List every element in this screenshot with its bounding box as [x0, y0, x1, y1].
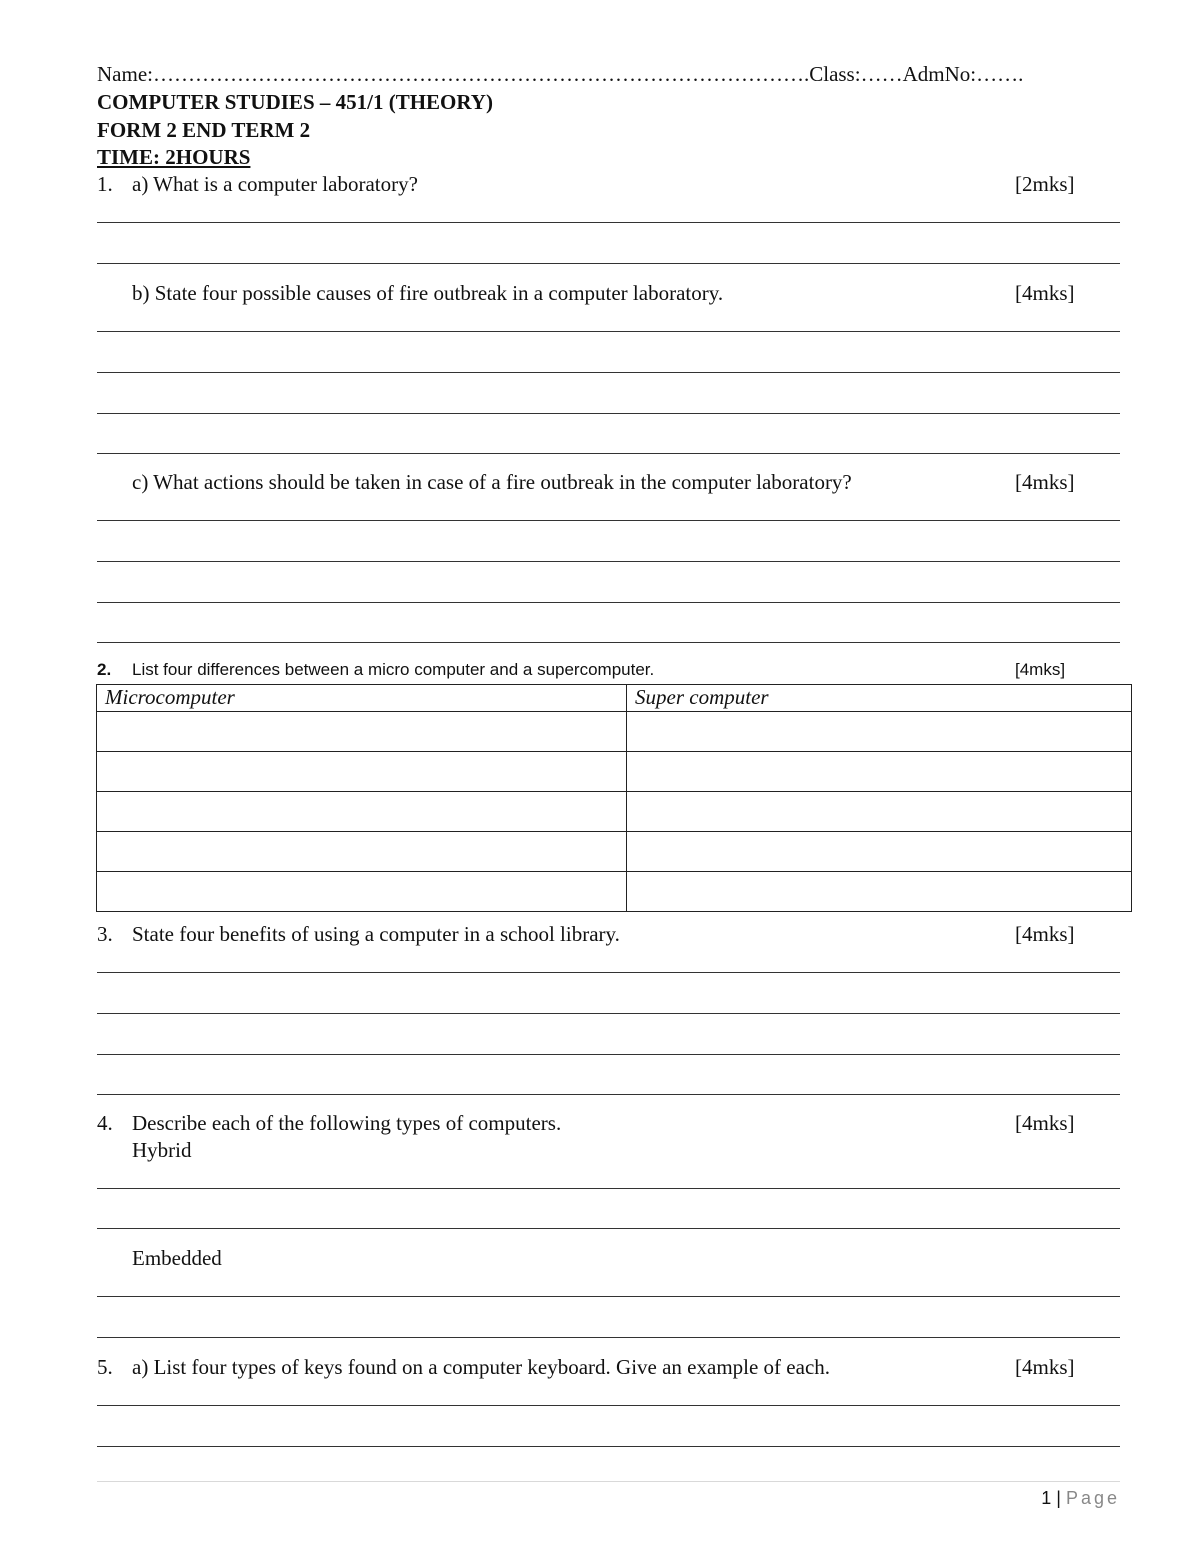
page-number: 1: [1041, 1488, 1052, 1508]
q4-sub-embedded: Embedded: [132, 1246, 222, 1270]
answer-line[interactable]: [97, 372, 1120, 373]
q4-text: Describe each of the following types of computers.: [132, 1111, 562, 1135]
column-header-supercomputer: Super computer: [627, 685, 1132, 712]
q2-marks: [4mks]: [1015, 660, 1066, 679]
q2-text: List four differences between a micro computer and a supercomputer.: [132, 660, 655, 679]
answer-line[interactable]: [97, 413, 1120, 414]
q1c-text: c) What actions should be taken in case of a fire outbreak in the computer laboratory?: [132, 470, 852, 494]
differences-table: [96, 684, 1132, 912]
q1a-marks: [2mks]: [1015, 172, 1075, 196]
answer-line[interactable]: [97, 263, 1120, 264]
q1-number: 1.: [97, 172, 113, 196]
table-row: [97, 752, 1132, 792]
answer-line[interactable]: [97, 1228, 1120, 1229]
table-row: [97, 872, 1132, 912]
q5-text: a) List four types of keys found on a computer keyboard. Give an example of each.: [132, 1355, 831, 1379]
page-footer: [1041, 1488, 1120, 1509]
q3-number: 3.: [97, 922, 113, 946]
answer-line[interactable]: [97, 520, 1120, 521]
q1a-text: a) What is a computer laboratory?: [132, 172, 418, 196]
q4-number: 4.: [97, 1111, 113, 1135]
answer-cell[interactable]: [97, 832, 627, 872]
subject-title: COMPUTER STUDIES – 451/1 (THEORY): [97, 90, 493, 114]
q4-marks: [4mks]: [1015, 1111, 1075, 1135]
table-row: [97, 832, 1132, 872]
answer-line[interactable]: [97, 1054, 1120, 1055]
page-label: Page: [1065, 1488, 1120, 1508]
answer-line[interactable]: [97, 642, 1120, 643]
answer-line[interactable]: [97, 972, 1120, 973]
page-separator: |: [1056, 1488, 1061, 1508]
answer-line[interactable]: [97, 331, 1120, 332]
answer-line[interactable]: [97, 1094, 1120, 1095]
q1b-text: b) State four possible causes of fire outbreak in a computer laboratory.: [132, 281, 724, 305]
table-row: [97, 792, 1132, 832]
answer-line[interactable]: [97, 453, 1120, 454]
answer-line[interactable]: [97, 1013, 1120, 1014]
answer-line[interactable]: [97, 561, 1120, 562]
column-header-microcomputer: Microcomputer: [97, 685, 627, 712]
table-header-row: [97, 685, 1132, 712]
answer-line[interactable]: [97, 1188, 1120, 1189]
answer-cell[interactable]: [627, 752, 1132, 792]
answer-cell[interactable]: [627, 792, 1132, 832]
exam-title: FORM 2 END TERM 2: [97, 118, 311, 142]
answer-line[interactable]: [97, 1405, 1120, 1406]
table-row: [97, 712, 1132, 752]
q3-text: State four benefits of using a computer in a school library.: [132, 922, 620, 946]
q1c-marks: [4mks]: [1015, 470, 1075, 494]
q1b-marks: [4mks]: [1015, 281, 1075, 305]
q4-sub-hybrid: Hybrid: [132, 1138, 192, 1162]
q5-marks: [4mks]: [1015, 1355, 1075, 1379]
answer-cell[interactable]: [97, 712, 627, 752]
answer-line[interactable]: [97, 602, 1120, 603]
answer-cell[interactable]: [627, 712, 1132, 752]
answer-line[interactable]: [97, 222, 1120, 223]
answer-line[interactable]: [97, 1296, 1120, 1297]
exam-time: TIME: 2HOURS: [97, 145, 251, 169]
answer-cell[interactable]: [97, 792, 627, 832]
q5-number: 5.: [97, 1355, 113, 1379]
answer-cell[interactable]: [97, 872, 627, 912]
q2-number: 2.: [97, 660, 112, 679]
answer-cell[interactable]: [97, 752, 627, 792]
answer-cell[interactable]: [627, 872, 1132, 912]
footer-divider: [97, 1481, 1120, 1482]
name-class-adm-line: Name:………………………………………………………………………………….Class:……AdmNo:…….: [97, 62, 1024, 86]
answer-line[interactable]: [97, 1446, 1120, 1447]
q3-marks: [4mks]: [1015, 922, 1075, 946]
answer-line[interactable]: [97, 1337, 1120, 1338]
answer-cell[interactable]: [627, 832, 1132, 872]
